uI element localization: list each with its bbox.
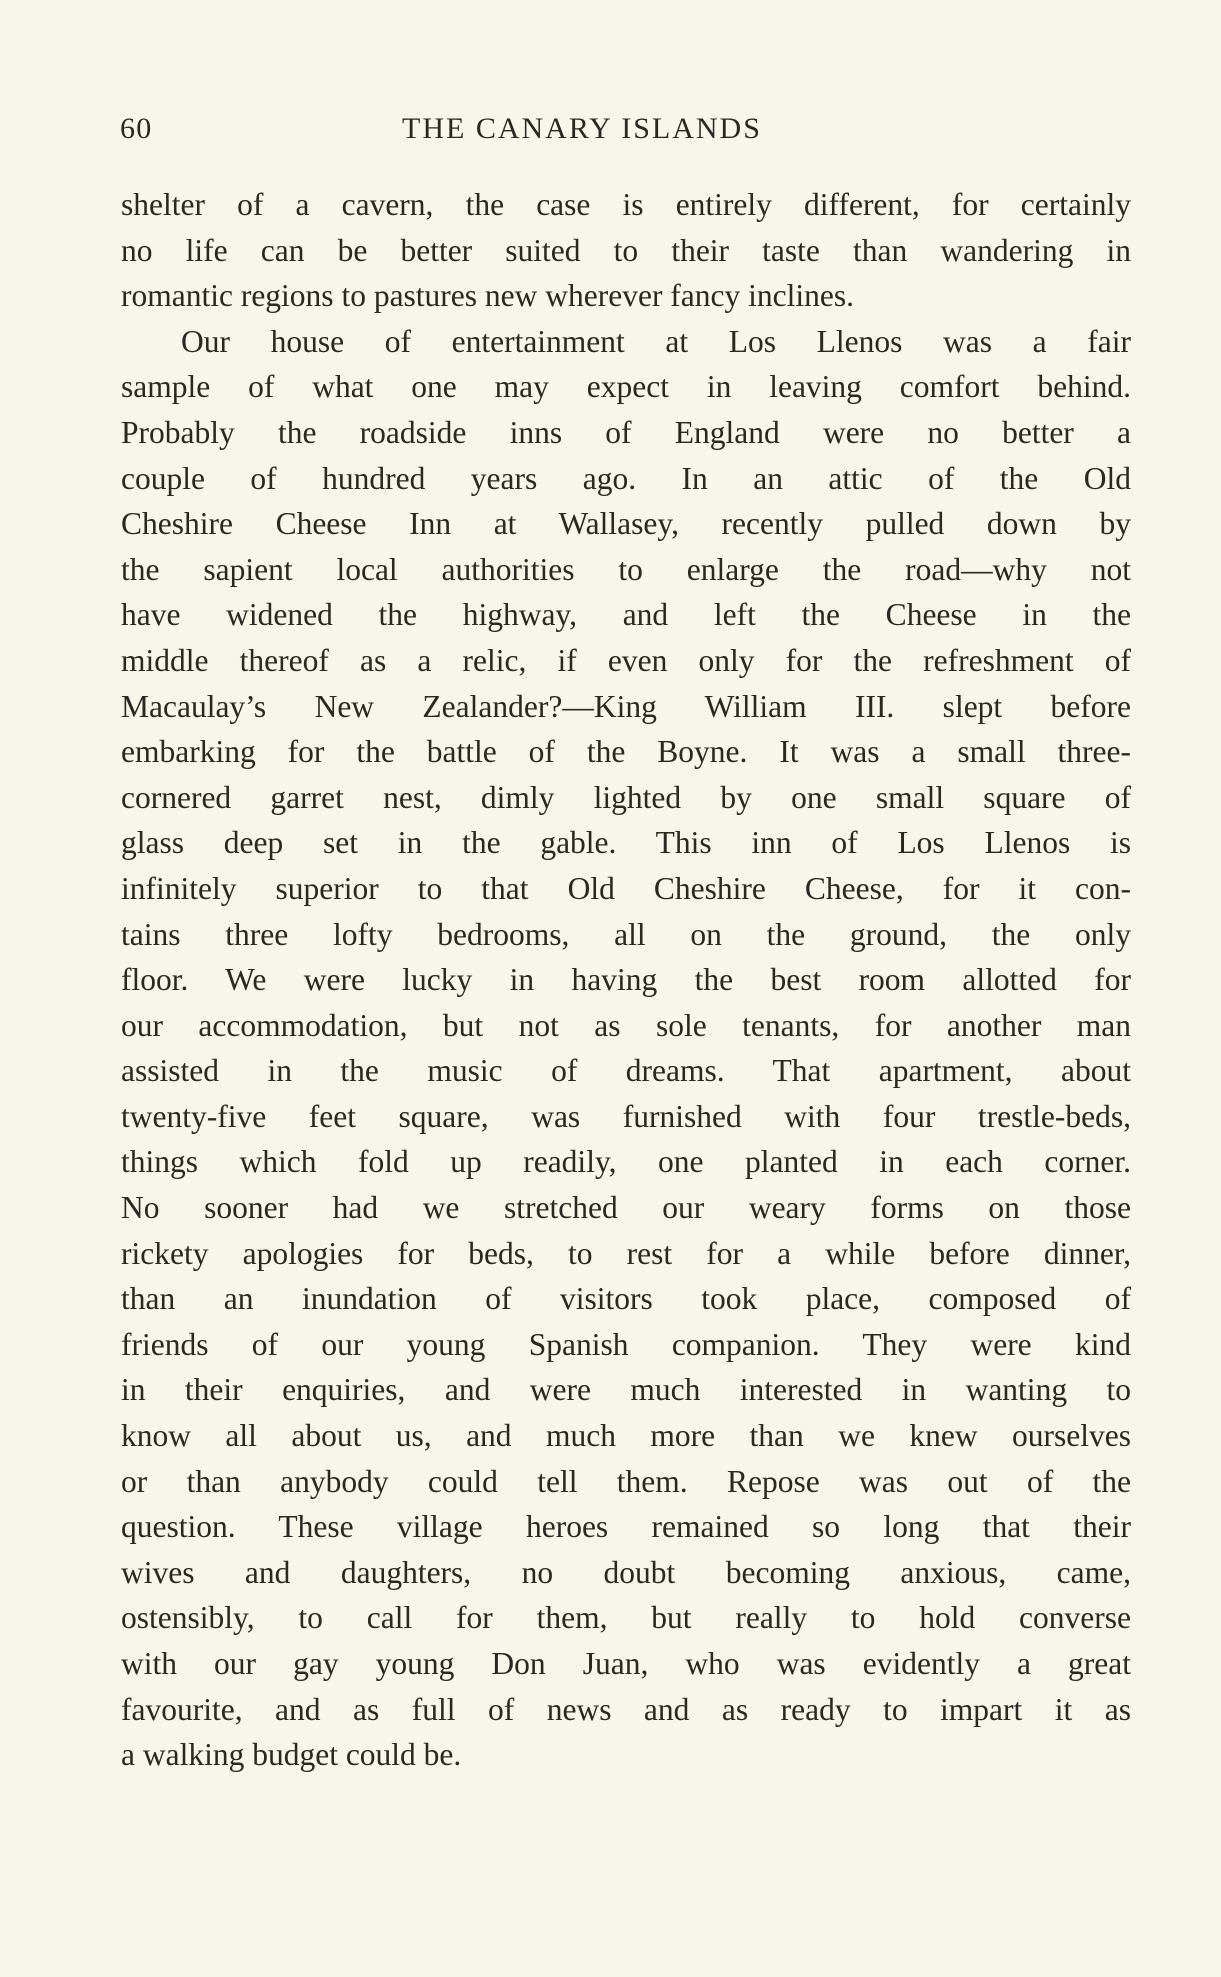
- text-line: with our gay young Don Juan, who was evidently a great: [121, 1646, 1131, 1681]
- text-line: our accommodation, but not as sole tenants, for another man: [121, 1007, 1131, 1043]
- text-line: have widened the highway, and left the Cheese in the: [121, 597, 1131, 633]
- text-line: twenty-five feet square, was furnished with four trestle-beds,: [121, 1098, 1131, 1134]
- text-line: or than anybody could tell them. Repose was out of the: [121, 1463, 1131, 1499]
- text-line: couple of hundred years ago. In an attic of the Old: [121, 460, 1131, 496]
- text-line: cornered garret nest, dimly lighted by one small square of: [121, 779, 1131, 815]
- text-line: infinitely superior to that Old Cheshire Cheese, for it con-: [121, 870, 1131, 906]
- text-line: ostensibly, to call for them, but really to hold converse: [121, 1600, 1131, 1636]
- text-line: things which fold up readily, one planted in each corner.: [121, 1144, 1131, 1180]
- text-line: know all about us, and much more than we knew ourselves: [121, 1418, 1131, 1454]
- text-line: romantic regions to pastures new wherever fancy inclines.: [121, 278, 854, 314]
- text-line: the sapient local authorities to enlarge the road—why not: [121, 551, 1131, 587]
- text-line: favourite, and as full of news and as ready to impart it as: [121, 1691, 1131, 1727]
- page-number: 60: [120, 112, 153, 145]
- running-head: [120, 112, 1132, 156]
- text-line: no life can be better suited to their taste than wandering in: [121, 232, 1131, 268]
- text-line: floor. We were lucky in having the best room allotted for: [121, 962, 1131, 998]
- text-line: middle thereof as a relic, if even only for the refreshment of: [121, 642, 1131, 678]
- text-line: Probably the roadside inns of England were no better a: [121, 414, 1131, 450]
- text-line: wives and daughters, no doubt becoming anxious, came,: [121, 1554, 1131, 1590]
- text-line: glass deep set in the gable. This inn of Los Llenos is: [121, 825, 1131, 861]
- body-text: [121, 182, 1131, 1778]
- text-line: a walking budget could be.: [121, 1737, 462, 1773]
- text-line: friends of our young Spanish companion. They were kind: [121, 1326, 1131, 1362]
- running-title: THE CANARY ISLANDS: [402, 112, 762, 145]
- text-line: embarking for the battle of the Boyne. It was a small three-: [121, 734, 1131, 770]
- text-line: Our house of entertainment at Los Llenos was a fair: [181, 323, 1131, 359]
- text-line: shelter of a cavern, the case is entirely different, for certainly: [121, 187, 1131, 222]
- text-line: assisted in the music of dreams. That apartment, about: [121, 1053, 1131, 1089]
- text-line: rickety apologies for beds, to rest for a while before dinner,: [121, 1235, 1131, 1271]
- text-line: No sooner had we stretched our weary forms on those: [121, 1190, 1131, 1226]
- text-line: question. These village heroes remained so long that their: [121, 1509, 1131, 1545]
- text-line: in their enquiries, and were much interested in wanting to: [121, 1372, 1131, 1408]
- text-line: Macaulay’s New Zealander?—King William III. slept before: [121, 688, 1131, 724]
- text-line: than an inundation of visitors took place, composed of: [121, 1281, 1131, 1317]
- text-line: tains three lofty bedrooms, all on the ground, the only: [121, 916, 1131, 952]
- text-line: sample of what one may expect in leaving comfort behind.: [121, 369, 1131, 405]
- text-line: Cheshire Cheese Inn at Wallasey, recently pulled down by: [121, 506, 1131, 542]
